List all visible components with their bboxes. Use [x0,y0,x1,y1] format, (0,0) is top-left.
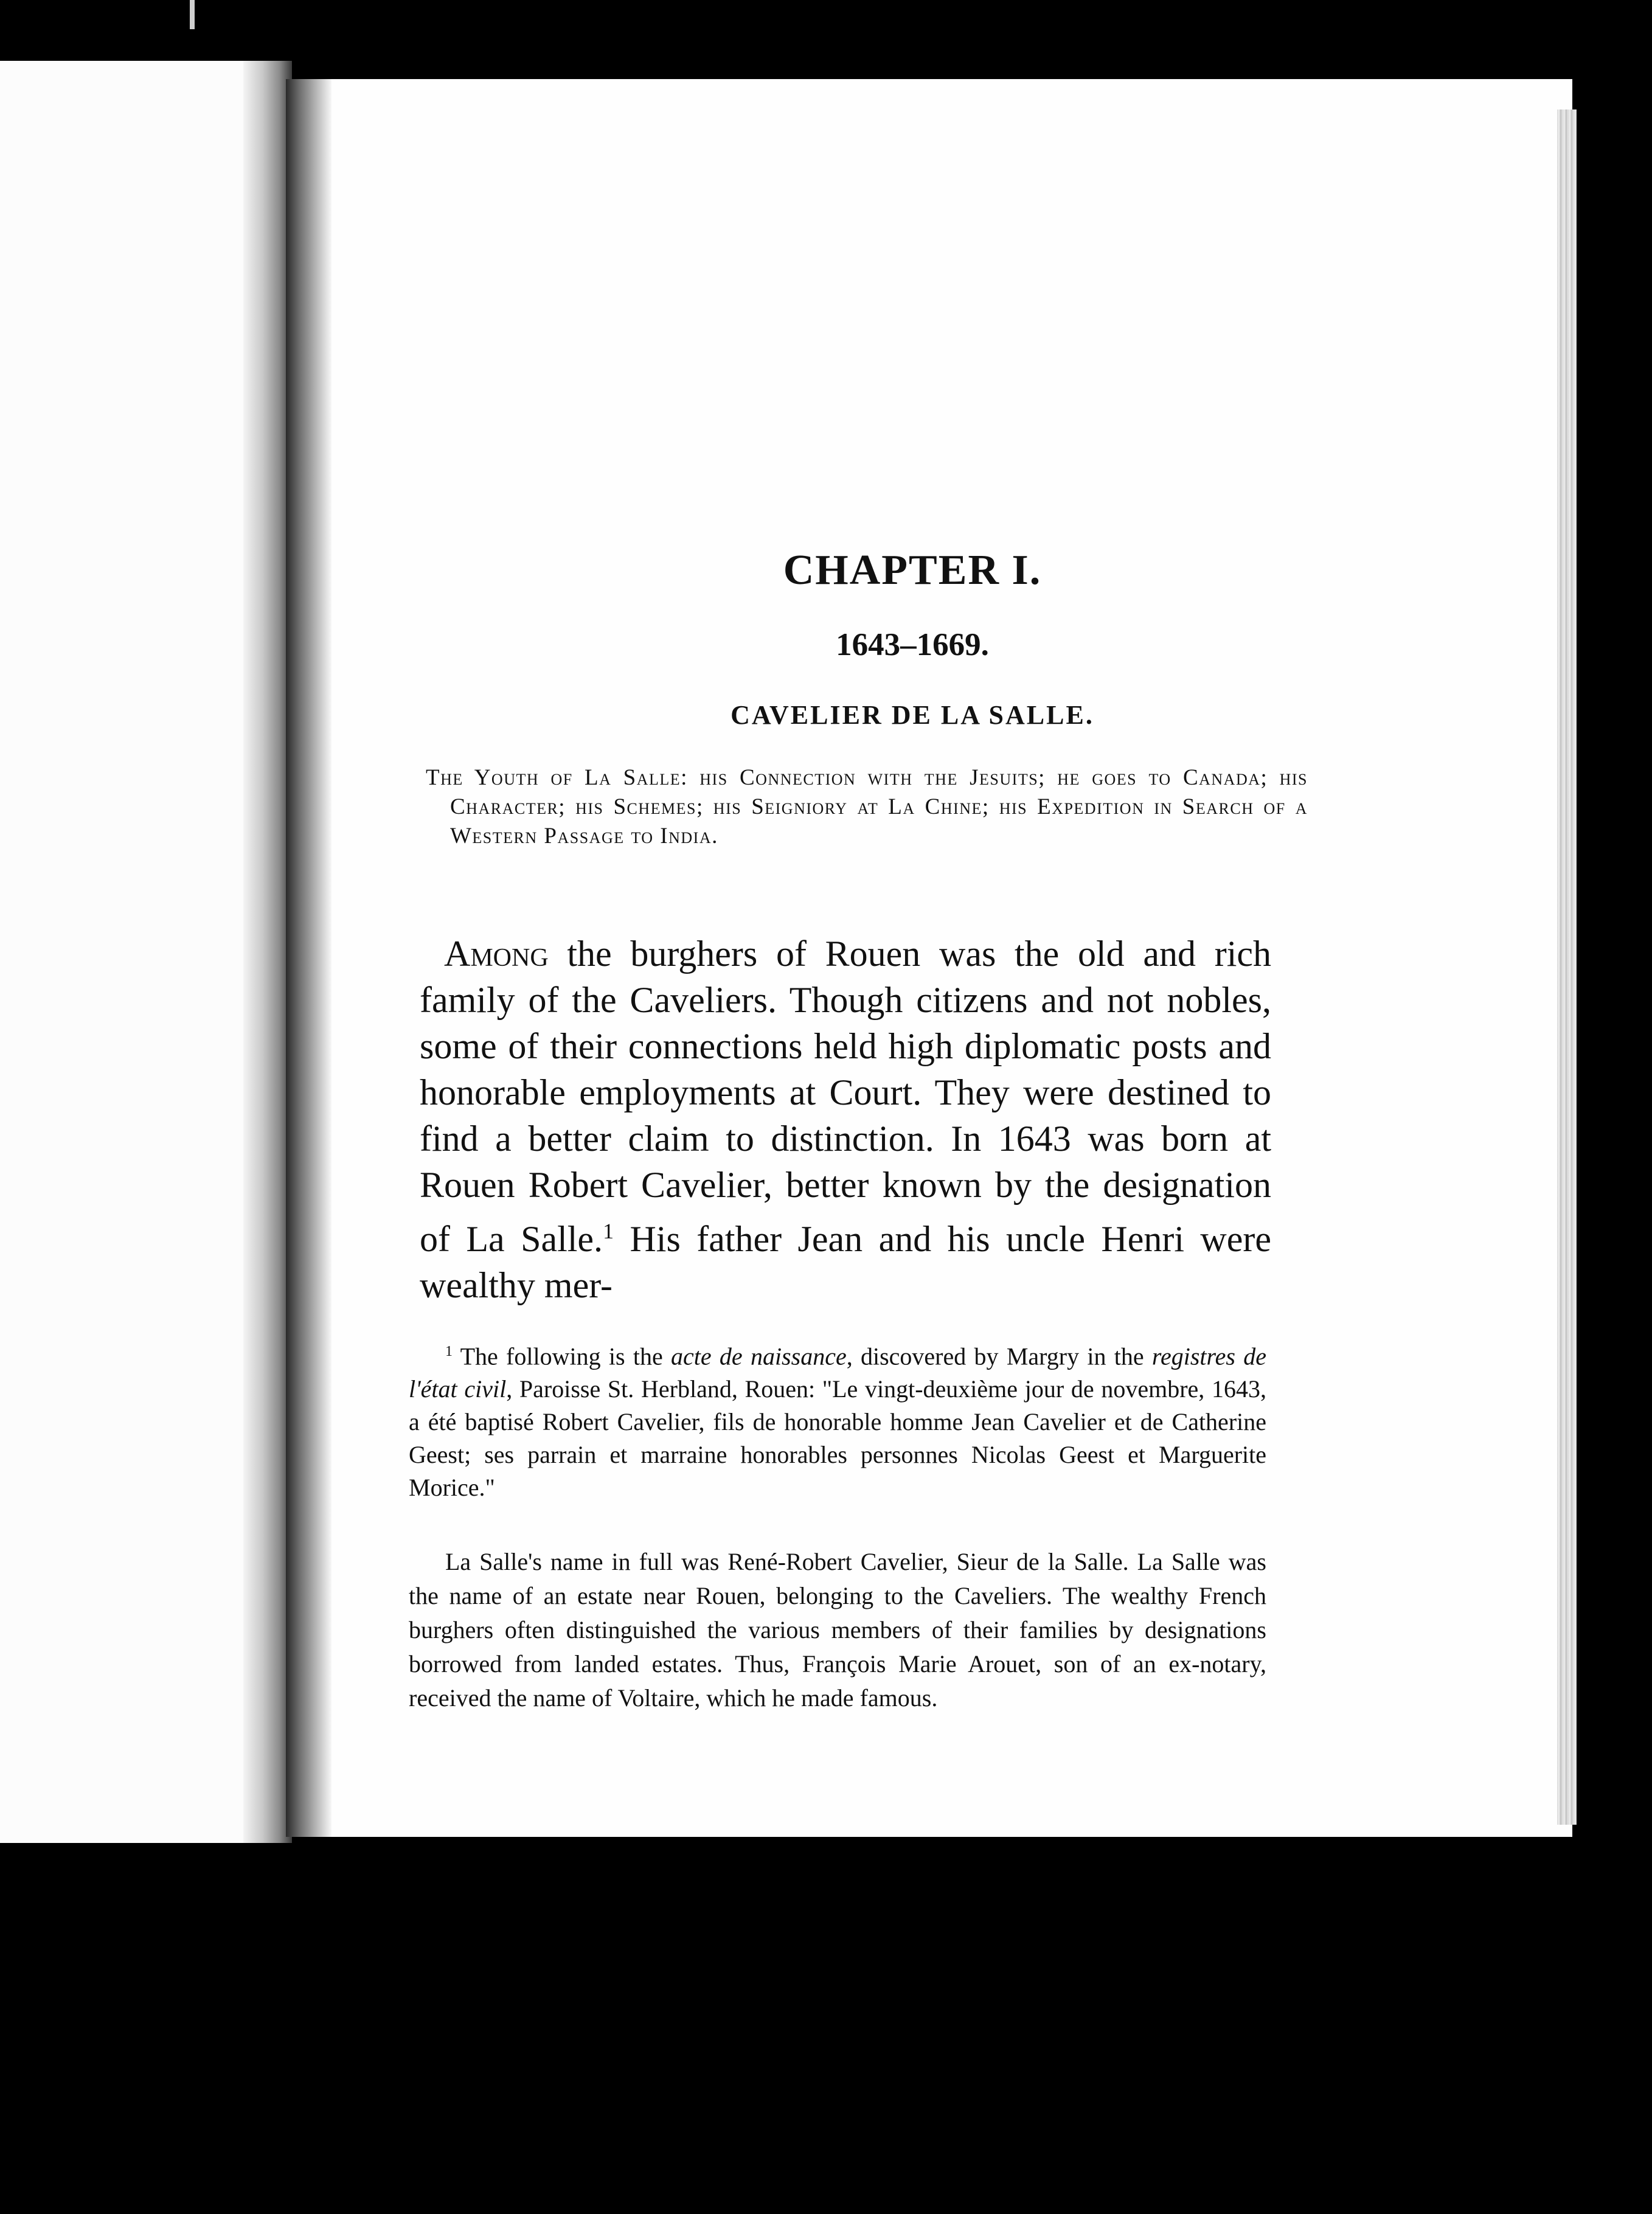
footnote-1-italic-2: registres de l'état civil [409,1342,1266,1403]
body-text-2: His father Jean and his uncle Henri were wealthy mer- [420,1219,1271,1305]
footnote-2: La Salle's name in full was René-Robert Cavelier, Sieur de la Salle. La Salle was the name of an estate near Rouen, belonging to the Caveliers. The wealthy French burghers often distinguished the various members of their families by designations borrowed from landed estates. Thus, François Marie Arouet, son of an ex-notary, received the name of Voltaire, which he made famous. [409,1548,1266,1712]
right-gutter-shadow [286,79,331,1837]
chapter-heading: CHAPTER I. [783,547,1042,594]
chapter-years: 1643–1669. [836,627,989,662]
chapter-title: CAVELIER DE LA SALLE. [731,700,1094,730]
lead-word: Among [444,934,549,974]
page-edge [1557,109,1577,1825]
footnote-1 [409,1335,1266,1504]
scan-mark [190,0,195,29]
footnote-1-italic-1: acte de naissance [671,1342,847,1370]
left-gutter-shadow [243,61,292,1843]
footnote-ref: 1 [603,1219,614,1243]
body-text-1: the burghers of Rouen was the old and rich family of the Caveliers. Though citizens and not nobles, some of their connections held high diplomatic posts and honorable employments at Court. They were destined to find a better claim to distinction. In 1643 was born at Rouen Robert Cavelier, better known by the designation of La Salle. [420,934,1271,1259]
chapter-summary: The Youth of La Salle: his Connection with the Jesuits; he goes to Canada; his Character; his Schemes; his Seigniory at La Chine; his Expedition in Search of a Western Passage to India. [426,765,1308,848]
footnote-1-text-c: , Paroisse St. Herbland, Rouen: "Le vingt-deuxième jour de novembre, 1643, a été baptisé Robert Cavelier, fils de honorable homme Jean Cavelier et de Catherine Geest; ses parrain et marraine honorables personnes Nicolas Geest et Marguerite Morice." [409,1375,1266,1502]
footnote-1-text-a: The following is the [453,1342,671,1370]
footnote-1-text-b: , discovered by Margry in the [846,1342,1152,1370]
footnote-marker: 1 [445,1344,453,1359]
body-paragraph [420,931,1271,1308]
